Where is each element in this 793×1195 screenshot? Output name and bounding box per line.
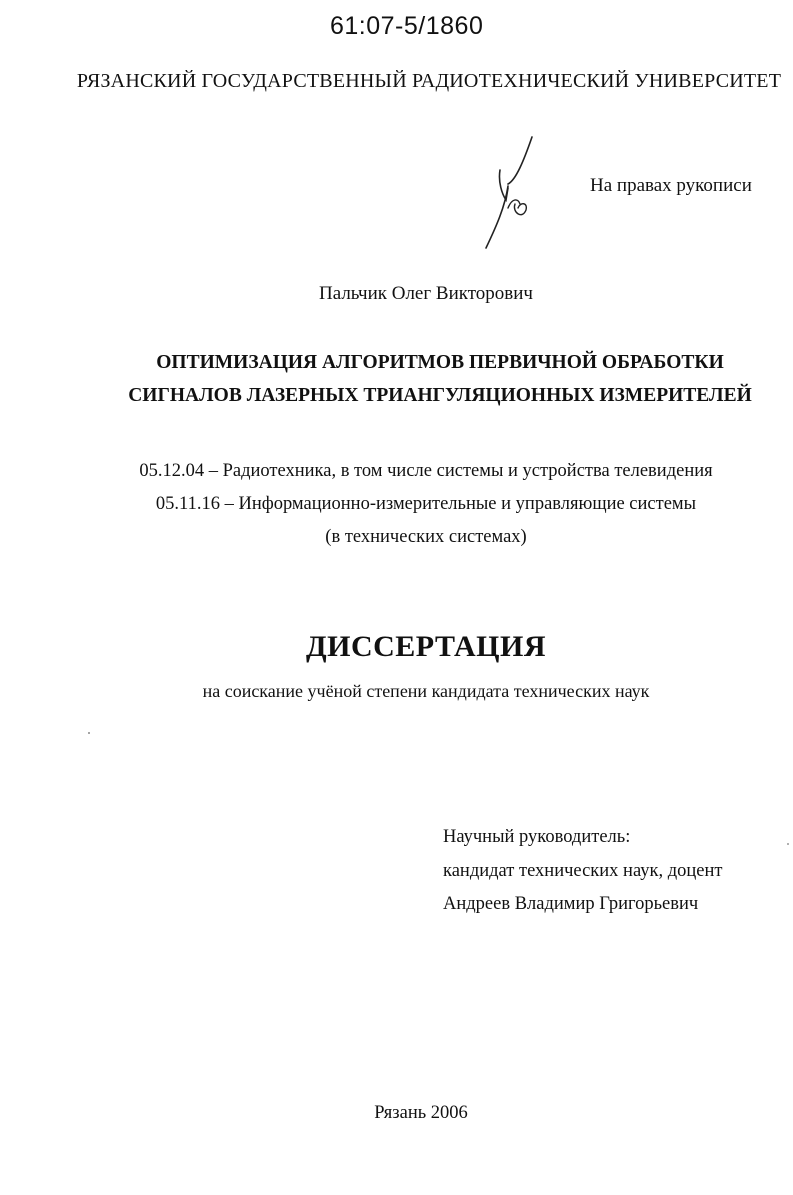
specialty-line-1: 05.12.04 – Радиотехника, в том числе системы и устройства телевидения bbox=[139, 461, 713, 481]
degree-sought: на соискание учёной степени кандидата технических наук bbox=[202, 681, 650, 701]
handwritten-signature bbox=[478, 132, 538, 252]
title-line-1: ОПТИМИЗАЦИЯ АЛГОРИТМОВ ПЕРВИЧНОЙ ОБРАБОТКИ bbox=[156, 352, 724, 373]
specialty-codes bbox=[0, 455, 793, 554]
document-type: ДИССЕРТАЦИЯ bbox=[305, 630, 547, 663]
advisor-degree: кандидат технических наук, доцент bbox=[443, 860, 723, 881]
advisor-name: Андреев Владимир Григорьевич bbox=[443, 894, 699, 914]
title-line-2: СИГНАЛОВ ЛАЗЕРНЫХ ТРИАНГУЛЯЦИОННЫХ ИЗМЕРИТЕЛЕЙ bbox=[128, 385, 752, 406]
specialty-line-2: 05.11.16 – Информационно-измерительные и управляющие системы bbox=[155, 494, 697, 514]
university-name: РЯЗАНСКИЙ ГОСУДАРСТВЕННЫЙ РАДИОТЕХНИЧЕСКИЙ УНИВЕРСИТЕТ bbox=[76, 70, 782, 92]
advisor-label: Научный руководитель: bbox=[443, 827, 631, 847]
city-year: Рязань 2006 bbox=[374, 1103, 468, 1123]
specialty-line-3: (в технических системах) bbox=[325, 527, 527, 547]
catalog-number: 61:07-5/1860 bbox=[330, 12, 484, 40]
manuscript-rights-note: На правах рукописи bbox=[590, 175, 752, 196]
scan-speck bbox=[88, 732, 90, 734]
scan-speck bbox=[787, 843, 789, 845]
dissertation-title bbox=[0, 346, 793, 412]
scientific-advisor bbox=[443, 821, 722, 922]
author-name: Пальчик Олег Викторович bbox=[319, 283, 533, 304]
